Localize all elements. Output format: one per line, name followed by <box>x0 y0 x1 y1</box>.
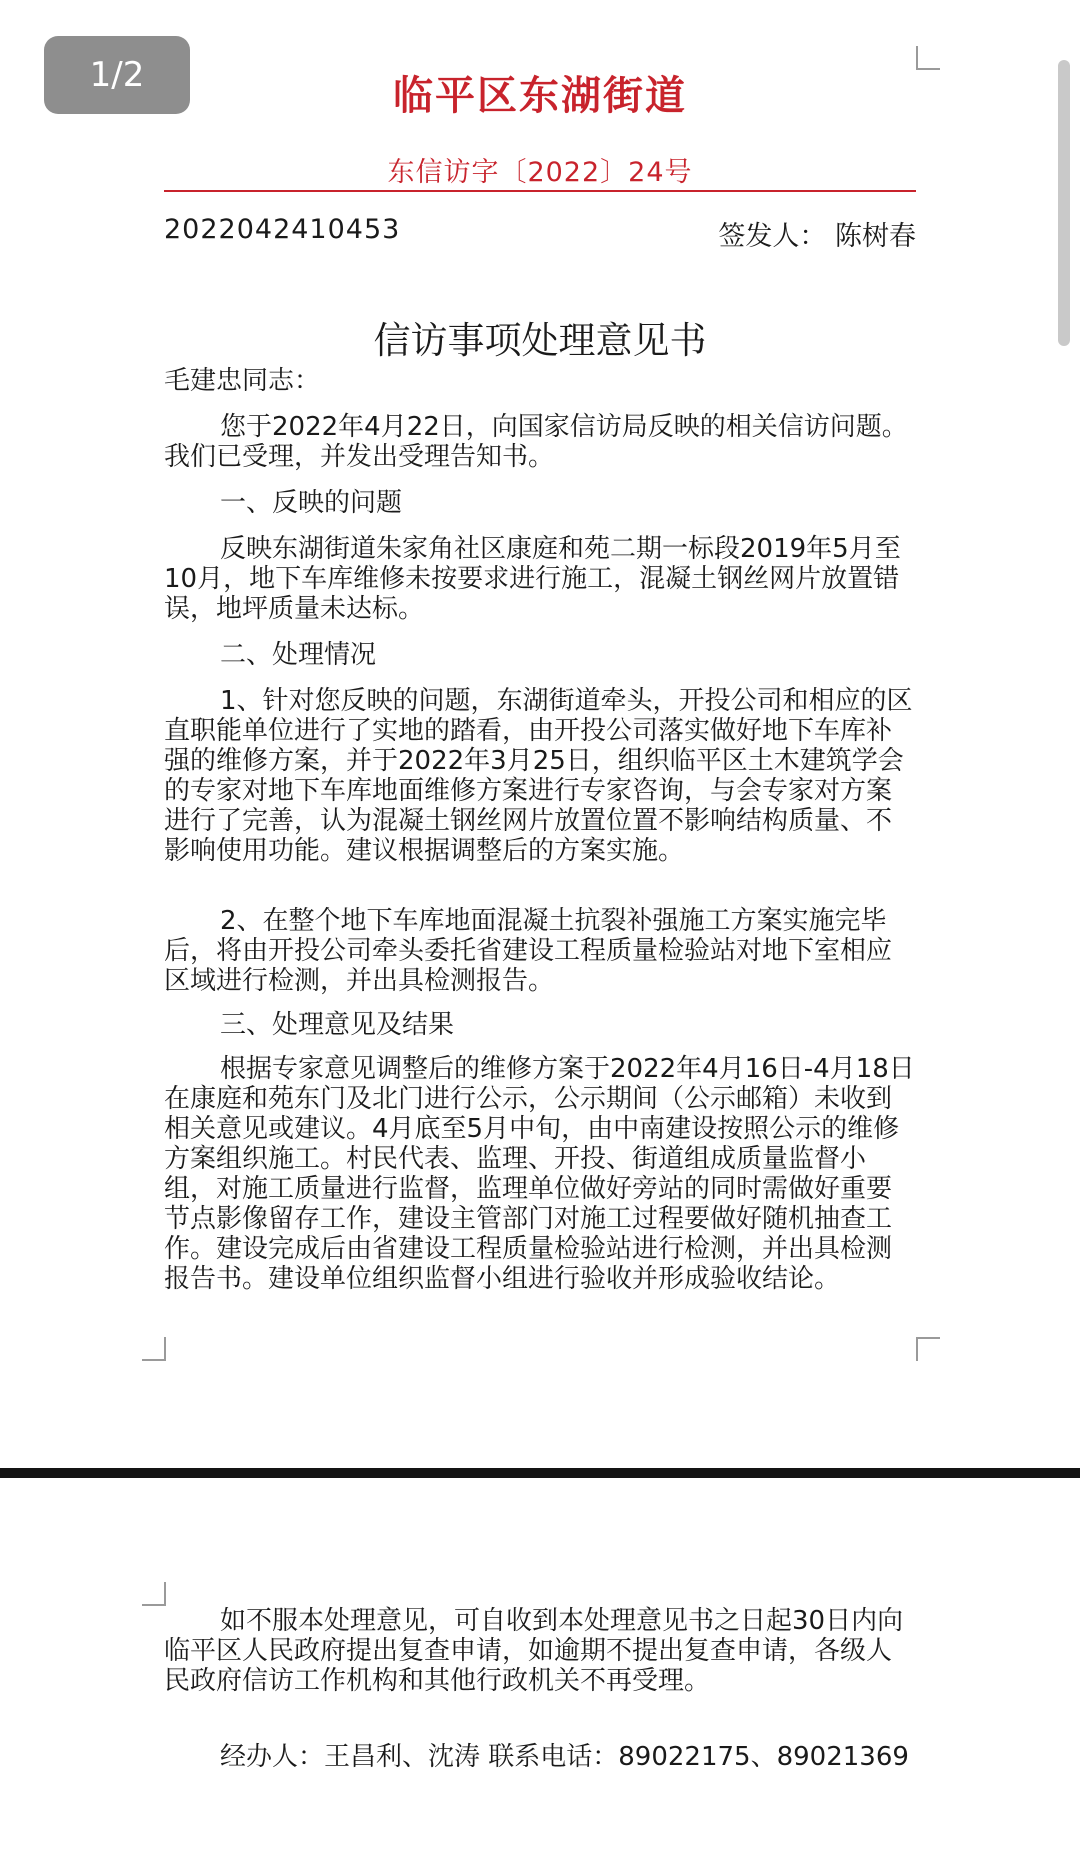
section2-heading <box>164 640 916 670</box>
section2-heading-text: 二、处理情况 <box>220 640 377 670</box>
document-page-2 <box>0 1478 1080 1862</box>
salutation-text: 毛建忠同志： <box>164 366 321 396</box>
salutation <box>164 366 916 396</box>
section1-heading-text: 一、反映的问题 <box>220 488 403 518</box>
section2-item1 <box>164 686 916 866</box>
contact-text: 经办人：王昌利、沈涛 联系电话：89022175、89021369 <box>220 1742 909 1772</box>
crop-mark <box>142 1337 166 1361</box>
document-number: 东信访字〔2022〕24号 <box>387 157 693 188</box>
scrollbar-thumb[interactable] <box>1058 60 1070 346</box>
page-divider <box>0 1468 1080 1478</box>
document-title: 信访事项处理意见书 <box>373 319 707 362</box>
appeal-notice-text: 如不服本处理意见，可自收到本处理意见书之日起30日内向临平区人民政府提出复查申请，如逾期不提出复查申请，各级人民政府信访工作机构和其他行政机关不再受理。 <box>164 1606 904 1696</box>
section3-heading-text: 三、处理意见及结果 <box>220 1010 455 1040</box>
section2-item2 <box>164 906 916 996</box>
serial-number: 2022042410453 <box>164 214 401 245</box>
crop-mark <box>916 1337 940 1361</box>
section2-item2-text: 2、在整个地下车库地面混凝土抗裂补强施工方案实施完毕后，将由开投公司牵头委托省建设工程质量检验站对地下室相应区域进行检测，并出具检测报告。 <box>164 906 893 996</box>
contact-info <box>164 1742 916 1772</box>
section2-item1-text: 1、针对您反映的问题，东湖街道牵头，开投公司和相应的区直职能单位进行了实地的踏看，由开投公司落实做好地下车库补强的维修方案，并于2022年3月25日，组织临平区土木建筑学会的专家对地下车库地面维修方案进行专家咨询，与会专家对方案进行了完善，认为混凝土钢丝网片放置位置不影响结构质量、不影响使用功能。建议根据调整后的方案实施。 <box>164 686 913 866</box>
section3-body-text: 根据专家意见调整后的维修方案于2022年4月16日-4月18日在康庭和苑东门及北门进行公示，公示期间（公示邮箱）未收到相关意见或建议。4月底至5月中旬，由中南建设按照公示的维修方案组织施工。村民代表、监理、开投、街道组成质量监督小组，对施工质量进行监督，监理单位做好旁站的同时需做好重要节点影像留存工作，建设主管部门对施工过程要做好随机抽查工作。建设完成后由省建设工程质量检验站进行检测，并出具检测报告书。建设单位组织监督小组进行验收并形成验收结论。 <box>164 1054 915 1294</box>
section1-heading <box>164 488 916 518</box>
section1-body <box>164 534 916 624</box>
intro-text: 您于2022年4月22日，向国家信访局反映的相关信访问题。我们已受理，并发出受理告知书。 <box>164 412 908 472</box>
intro-paragraph <box>164 412 916 472</box>
org-name-heading: 临平区东湖街道 <box>393 73 687 119</box>
signer: 签发人： 陈树春 <box>718 221 916 252</box>
page-indicator: 1/2 <box>44 36 190 114</box>
section1-body-text: 反映东湖街道朱家角社区康庭和苑二期一标段2019年5月至10月，地下车库维修未按要求进行施工，混凝土钢丝网片放置错误，地坪质量未达标。 <box>164 534 901 624</box>
section3-body <box>164 1054 916 1294</box>
crop-mark <box>142 1582 166 1606</box>
appeal-notice <box>164 1606 916 1696</box>
red-separator-line <box>164 190 916 192</box>
section3-heading <box>164 1010 916 1040</box>
